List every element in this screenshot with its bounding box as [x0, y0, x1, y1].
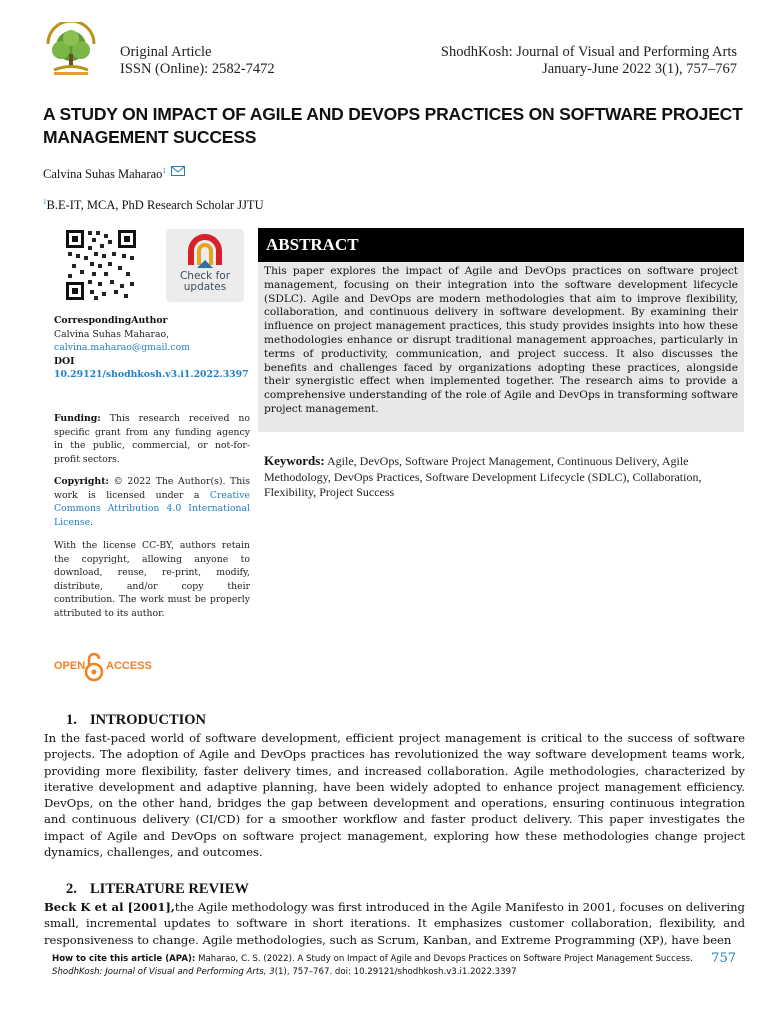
- literature-review-paragraph: [44, 899, 745, 948]
- keywords: [264, 453, 742, 501]
- section-title: INTRODUCTION: [90, 712, 207, 728]
- open-access-badge: [54, 652, 154, 682]
- article-type: Original Article: [120, 44, 212, 60]
- abstract-box: [258, 262, 744, 432]
- section-number: 1.: [66, 712, 77, 728]
- funding-block: [54, 412, 250, 466]
- cfu-line2: updates: [183, 281, 227, 293]
- article-title: A STUDY ON IMPACT OF AGILE AND DEVOPS PRACTICES ON SOFTWARE PROJECT MANAGEMENT SUCCESS: [43, 104, 743, 147]
- qr-code-icon: [64, 228, 138, 302]
- doi-link[interactable]: 10.29121/shodhkosh.v3.i1.2022.3397: [54, 369, 249, 381]
- literature-text: the Agile methodology was first introduced in the Agile Manifesto in 2001, focuses on delivering small, incremental updates to software in short iterations. It emphasizes customer collaboration, flexibility, and responsiveness to change. Agile methodologies, such as Scrum, Kanban, and Extreme Programming (XP), have been: [44, 900, 745, 947]
- section-heading-literature-review: [66, 881, 249, 898]
- cite-pages: (1), 757–767. doi: 10.29121/shodhkosh.v3.i1.2022.3397: [274, 966, 517, 977]
- copyright-block: [54, 475, 250, 529]
- check-for-updates-text: [166, 271, 244, 293]
- abstract-heading: [258, 228, 744, 262]
- keywords-label: Keywords:: [264, 453, 325, 468]
- open-access-lock-icon: [84, 652, 104, 682]
- mail-icon[interactable]: [171, 165, 185, 180]
- literature-lead: Beck K et al [2001],: [44, 900, 175, 914]
- cite-label: How to cite this article (APA):: [52, 954, 196, 964]
- keywords-text: Agile, DevOps, Software Project Management, Continuous Delivery, Agile Methodology, DevOps Practices, Software Development Lifecycle (SDLC), Collaboration, Flexibility, Project Success: [264, 454, 702, 500]
- ccby-block: With the license CC-BY, authors retain the copyright, allowing anyone to download, reuse, re-print, modify, distribute, and/or copy their contribution. The work must be properly attributed to its author.: [54, 540, 250, 619]
- header-left: [120, 44, 275, 78]
- open-access-right: ACCESS: [106, 660, 152, 672]
- section-number: 2.: [66, 881, 77, 897]
- corresponding-label: CorrespondingAuthor: [54, 315, 168, 326]
- open-access-left: OPEN: [54, 660, 86, 672]
- affiliation-sup: 1: [43, 198, 47, 206]
- cite-main: Maharao, C. S. (2022). A Study on Impact of Agile and Devops Practices on Software Project Management Success.: [198, 954, 693, 964]
- abstract-heading-text: ABSTRACT: [266, 235, 359, 254]
- journal-name: ShodhKosh: Journal of Visual and Performing Arts: [440, 44, 737, 60]
- doi-label: DOI: [54, 355, 75, 367]
- author-line: [43, 165, 185, 182]
- journal-issue: January-June 2022 3(1), 757–767: [542, 61, 737, 77]
- license-link[interactable]: Creative Commons Attribution 4.0 International License: [54, 489, 250, 528]
- copyright-label: Copyright:: [54, 476, 109, 487]
- license-end: .: [90, 516, 94, 528]
- journal-tree-logo-icon: [40, 22, 102, 80]
- citation-footer: [52, 953, 712, 978]
- affiliation: [43, 198, 264, 213]
- funding-text: This research received no specific grant from any funding agency in the public, commercial, or not-for-profit sectors.: [54, 413, 250, 465]
- cite-journal: ShodhKosh: Journal of Visual and Performing Arts, 3: [52, 966, 275, 977]
- copyright-text: © 2022 The Author(s). This work is licensed under a: [54, 476, 250, 501]
- section-title: LITERATURE REVIEW: [90, 881, 249, 897]
- corresponding-name: Calvina Suhas Maharao,: [54, 328, 170, 340]
- funding-label: Funding:: [54, 413, 101, 424]
- check-for-updates-icon: [166, 229, 244, 269]
- section-heading-introduction: [66, 712, 206, 729]
- page-number: 757: [711, 951, 736, 966]
- check-for-updates-badge[interactable]: [166, 229, 244, 302]
- introduction-paragraph: In the fast-paced world of software development, efficient project management is critical to the success of software projects. The adoption of Agile and DevOps practices has revolutionized the way software development teams work, providing more flexibility, faster delivery times, and increased collaboration. Agile methodologies, characterized by iterative development and adaptive planning, have been widely adopted to enhance project management efficiency. DevOps, on the other hand, bridges the gap between development and operations, ensuring continuous integration and continuous delivery (CI/CD) for a smoother workflow and faster product delivery. This paper investigates the impact of Agile and DevOps on software project management, exploring how these methodologies change project dynamics, challenges, and outcomes.: [44, 731, 745, 860]
- author-sup: 1: [162, 166, 166, 175]
- corresponding-author-block: [54, 314, 250, 382]
- author-name: Calvina Suhas Maharao: [43, 167, 163, 181]
- affiliation-text: B.E-IT, MCA, PhD Research Scholar JJTU: [46, 198, 264, 213]
- cfu-line1: Check for: [179, 270, 231, 282]
- issn: ISSN (Online): 2582-7472: [120, 61, 275, 77]
- abstract-text: This paper explores the impact of Agile and DevOps practices on software project management, focusing on their integration into the software development lifecycle (SDLC). Agile and DevOps are modern methodologies that aim to improve flexibility, collaboration, and continuous delivery in software development. By examining their influence on project management practices, this study provides insights into how these methodologies enhance or disrupt traditional management approaches, particularly in terms of productivity, communication, and project success. It also discusses the benefits and challenges faced by organizations adopting these practices, alongside their synergistic effect when implemented together. The research aims to provide a comprehensive understanding of the role of Agile and DevOps in transforming software project management.: [264, 265, 738, 415]
- header-right: [441, 44, 737, 78]
- corresponding-email[interactable]: calvina.maharao@gmail.com: [54, 342, 191, 354]
